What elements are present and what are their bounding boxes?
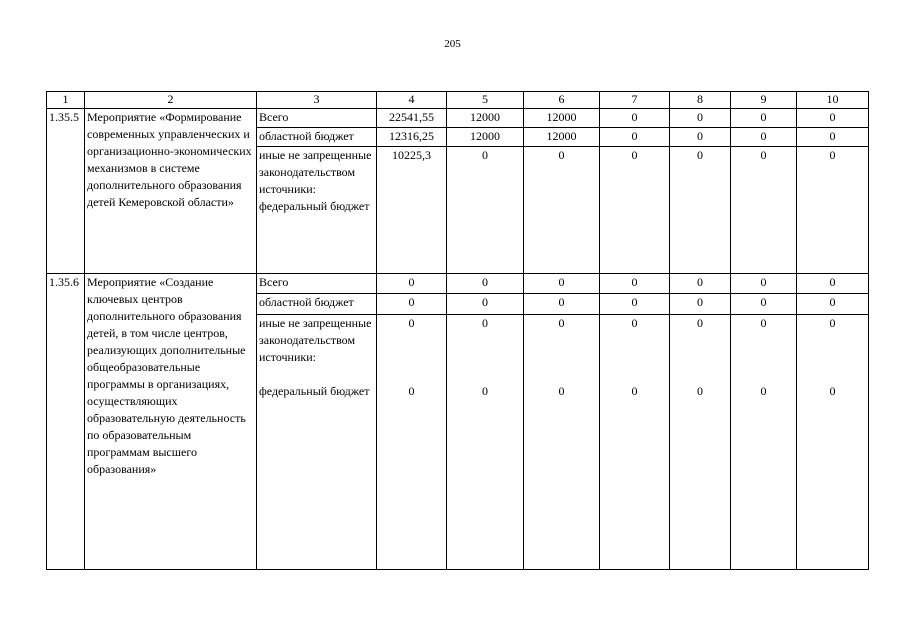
value-cell: 0 <box>670 383 731 570</box>
value-cell: 0 <box>797 383 869 570</box>
value-cell: 0 <box>670 147 731 274</box>
value-cell: 0 <box>600 128 670 147</box>
value-cell: 0 <box>377 383 447 570</box>
funding-source: Всего <box>257 109 377 128</box>
value-cell: 0 <box>797 315 869 383</box>
value-cell: 0 <box>670 274 731 294</box>
page-number: 205 <box>444 38 461 50</box>
value-cell: 0 <box>377 315 447 383</box>
funding-source: Всего <box>257 274 377 294</box>
funding-source: федеральный бюджет <box>257 383 377 570</box>
value-cell: 0 <box>670 294 731 315</box>
header-cell: 6 <box>524 92 600 109</box>
budget-table <box>46 91 869 570</box>
value-cell: 0 <box>600 294 670 315</box>
header-cell: 7 <box>600 92 670 109</box>
value-cell: 0 <box>731 383 797 570</box>
value-cell: 0 <box>524 274 600 294</box>
value-cell: 12316,25 <box>377 128 447 147</box>
value-cell: 0 <box>731 109 797 128</box>
value-cell: 0 <box>670 128 731 147</box>
value-cell: 0 <box>797 109 869 128</box>
value-cell: 0 <box>524 383 600 570</box>
value-cell: 0 <box>600 383 670 570</box>
value-cell: 0 <box>447 274 524 294</box>
table-row <box>47 109 869 128</box>
value-cell: 0 <box>447 315 524 383</box>
activity-name: Мероприятие «Создание ключевых центров дополнительного образования детей, в том числе центров, реализующих дополнительные общеобразовательные программы в организациях, осуществляющих образовательную деятельность по образовательным программам высшего образования» <box>85 274 257 570</box>
header-cell: 9 <box>731 92 797 109</box>
header-row <box>47 92 869 109</box>
value-cell: 0 <box>600 109 670 128</box>
value-cell: 0 <box>797 274 869 294</box>
funding-source: иные не запрещенные законодательством источники: <box>257 315 377 383</box>
value-cell: 0 <box>797 294 869 315</box>
header-cell: 1 <box>47 92 85 109</box>
value-cell: 0 <box>377 294 447 315</box>
value-cell: 0 <box>670 315 731 383</box>
value-cell: 0 <box>377 274 447 294</box>
value-cell: 0 <box>600 315 670 383</box>
funding-source: областной бюджет <box>257 294 377 315</box>
value-cell: 0 <box>447 294 524 315</box>
header-cell: 2 <box>85 92 257 109</box>
value-cell: 0 <box>600 274 670 294</box>
value-cell: 0 <box>524 147 600 274</box>
value-cell: 0 <box>447 147 524 274</box>
value-cell: 0 <box>731 315 797 383</box>
funding-source: областной бюджет <box>257 128 377 147</box>
row-code: 1.35.6 <box>47 274 85 570</box>
value-cell: 12000 <box>447 109 524 128</box>
value-cell: 0 <box>524 294 600 315</box>
value-cell: 0 <box>731 294 797 315</box>
value-cell: 0 <box>600 147 670 274</box>
header-cell: 3 <box>257 92 377 109</box>
value-cell: 12000 <box>524 128 600 147</box>
funding-source: иные не запрещенные законодательством источники: федеральный бюджет <box>257 147 377 274</box>
value-cell: 22541,55 <box>377 109 447 128</box>
value-cell: 0 <box>797 128 869 147</box>
value-cell: 0 <box>797 147 869 274</box>
value-cell: 0 <box>670 109 731 128</box>
table-row <box>47 274 869 294</box>
value-cell: 0 <box>447 383 524 570</box>
header-cell: 5 <box>447 92 524 109</box>
header-cell: 10 <box>797 92 869 109</box>
value-cell: 10225,3 <box>377 147 447 274</box>
row-code: 1.35.5 <box>47 109 85 274</box>
value-cell: 0 <box>731 274 797 294</box>
value-cell: 12000 <box>524 109 600 128</box>
header-cell: 8 <box>670 92 731 109</box>
activity-name: Мероприятие «Формирование современных управленческих и организационно-экономических механизмов в системе дополнительного образования детей Кемеровской области» <box>85 109 257 274</box>
value-cell: 0 <box>731 128 797 147</box>
value-cell: 12000 <box>447 128 524 147</box>
value-cell: 0 <box>524 315 600 383</box>
value-cell: 0 <box>731 147 797 274</box>
header-cell: 4 <box>377 92 447 109</box>
